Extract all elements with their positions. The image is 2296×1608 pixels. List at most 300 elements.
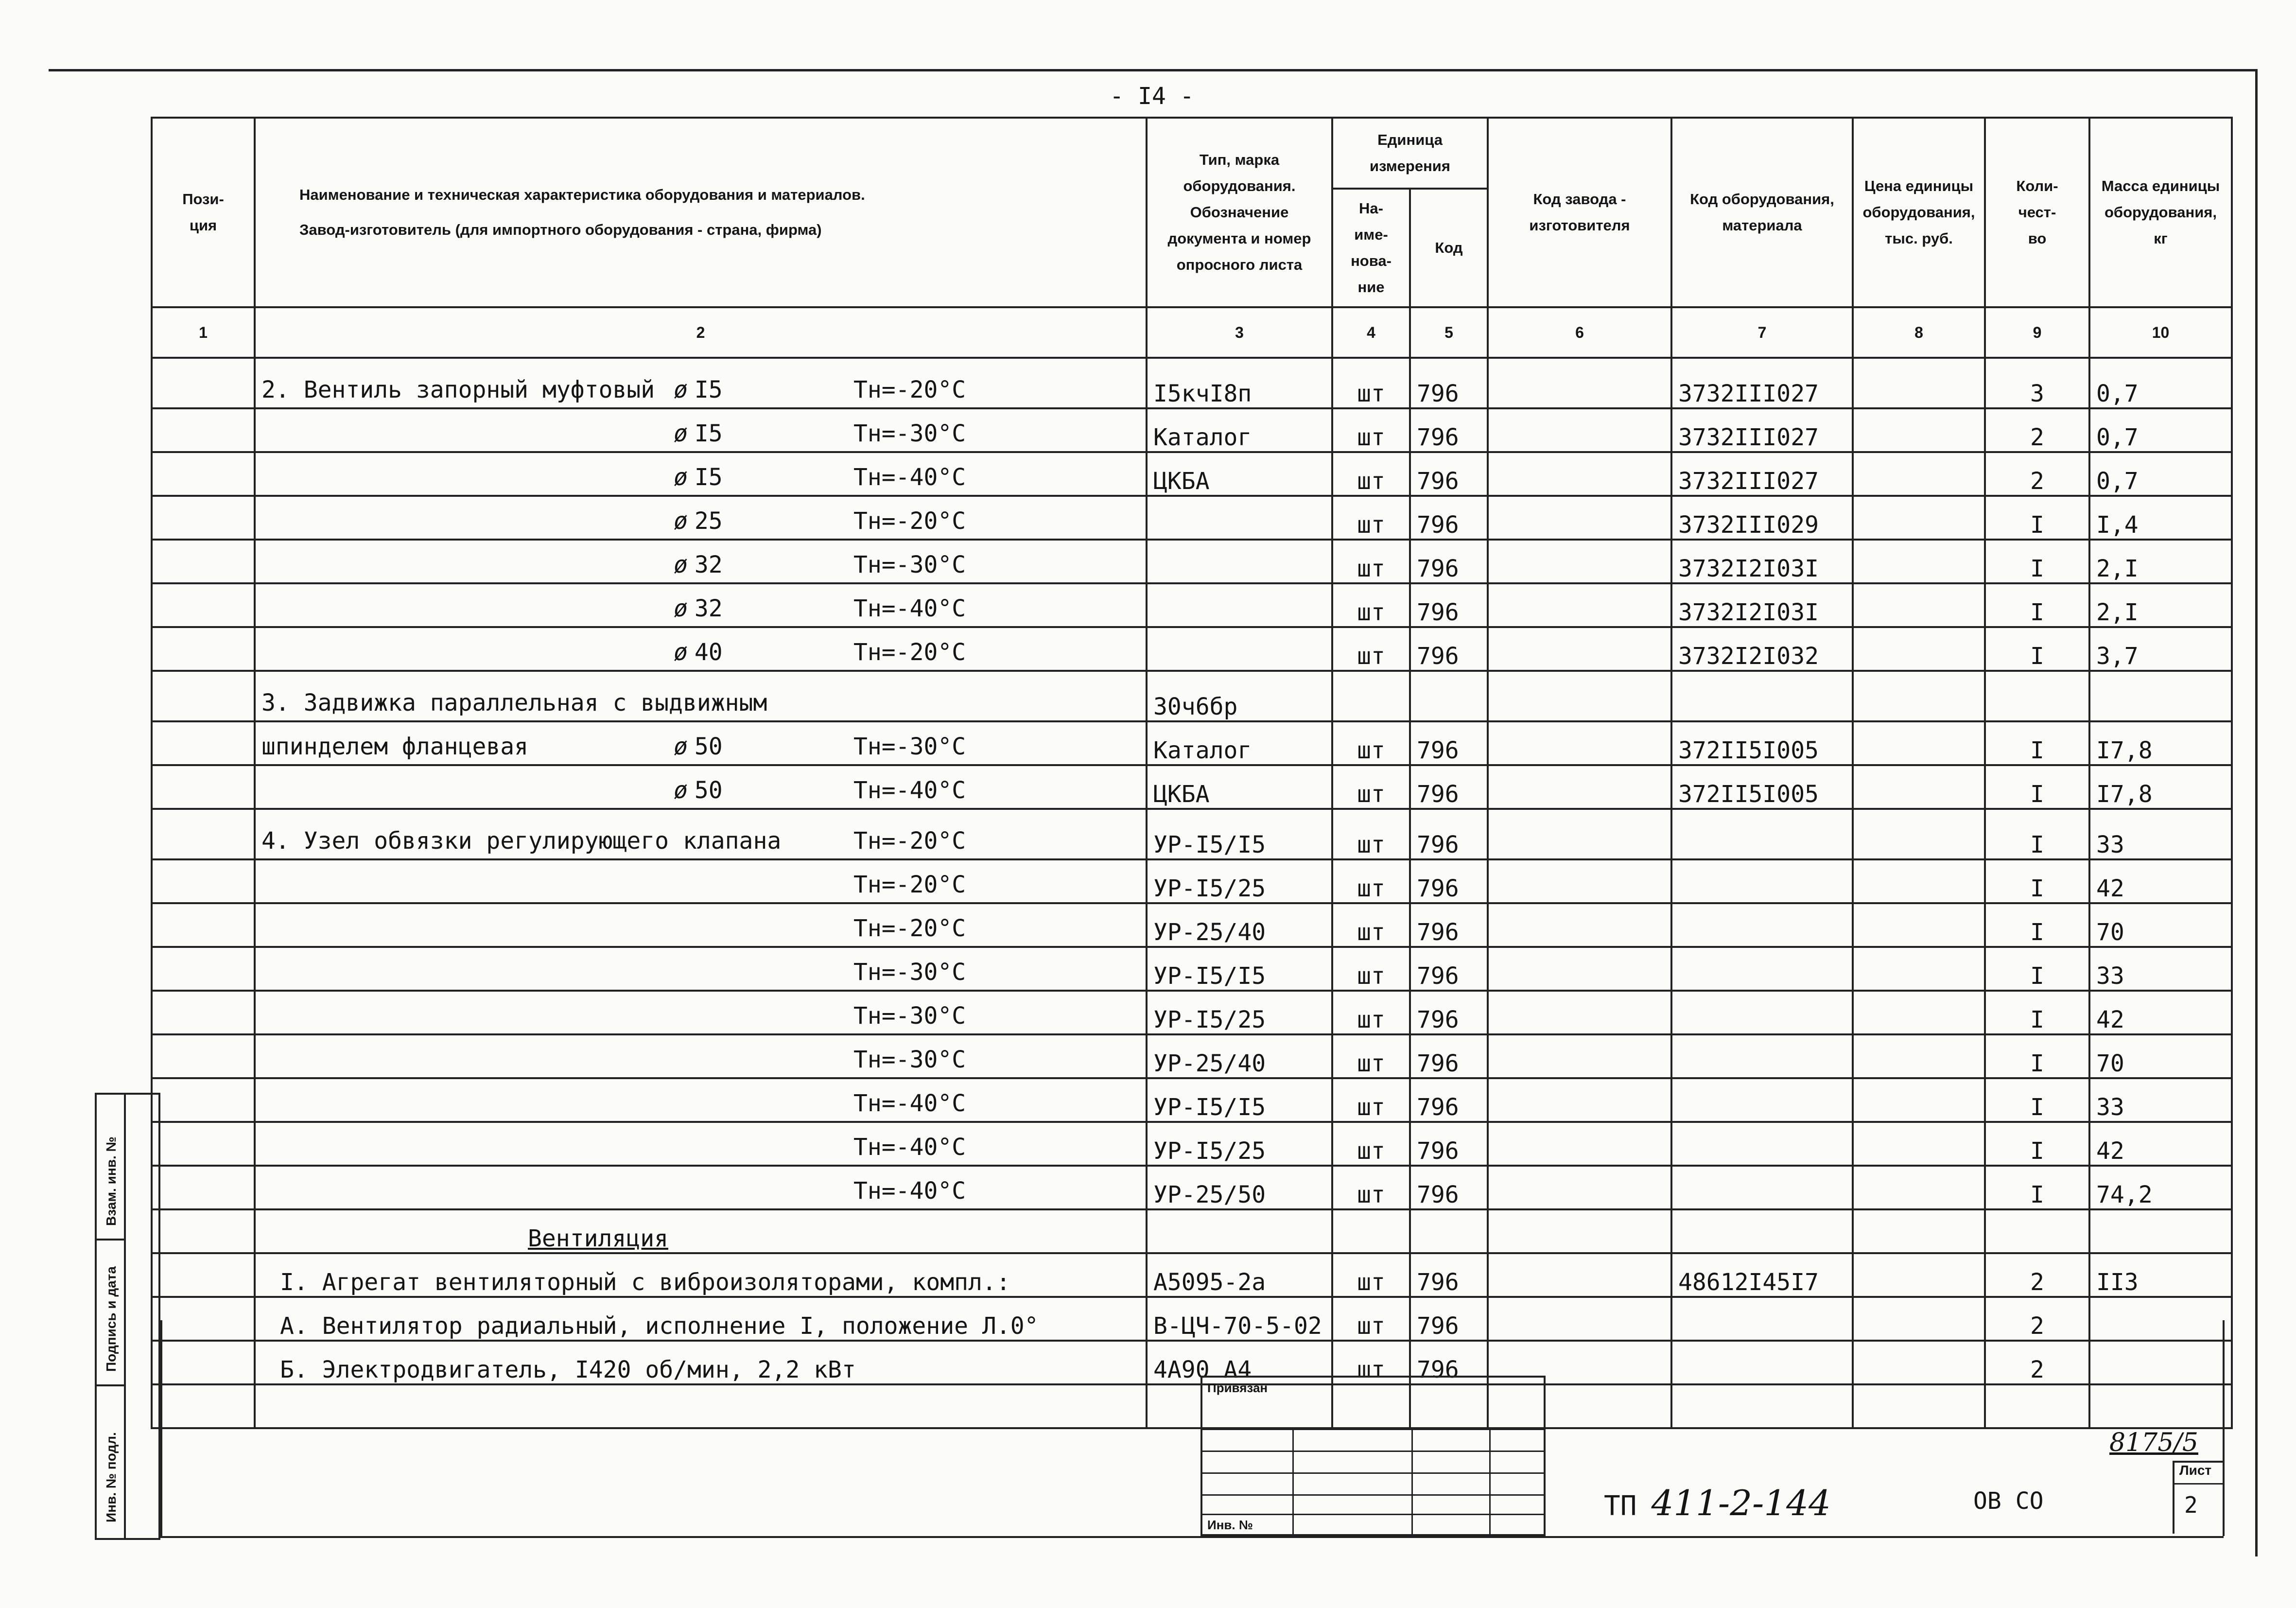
type-cell: УР-I5/25 [1147,991,1332,1034]
unit-code-cell: 796 [1410,765,1488,809]
unit-cell: шт [1332,408,1410,452]
position-cell [152,1122,255,1166]
table-row [152,1253,2232,1297]
quantity-cell: I [1985,627,2089,671]
name-cell [255,583,1147,627]
type-cell: УР-25/40 [1147,903,1332,947]
temperature: Тн=-40°С [853,464,966,491]
nominal-diameter [674,827,680,855]
table-row [152,1122,2232,1166]
empty-cell [2089,1209,2232,1253]
type-cell: 30ч6бр [1147,671,1332,721]
item-name: 2. Вентиль запорный муфтовый [261,376,655,403]
price-cell [1853,358,1985,408]
header-quantity: Коли- чест- во [1985,118,2089,307]
nominal-diameter [674,376,723,403]
section-title-cell [255,1209,1147,1253]
quantity-cell [1985,671,2089,721]
equipment-code-cell [1671,671,1853,721]
temperature: Тн=-20°С [853,871,966,898]
equipment-code-cell: 3732III029 [1671,496,1853,540]
nominal-diameter [674,507,723,535]
price-cell [1853,583,1985,627]
diameter-symbol: ø [674,639,688,666]
unit-code-cell: 796 [1410,1034,1488,1078]
unit-code-cell [1410,671,1488,721]
quantity-cell: 2 [1985,408,2089,452]
unit-code-cell: 796 [1410,1297,1488,1341]
factory-code-cell [1488,947,1671,991]
binding-cell [97,1241,126,1386]
name-cell [255,496,1147,540]
stamp-inventory-label: Инв. № [1207,1518,1253,1532]
column-number-row [152,307,2232,358]
equipment-code-cell: 3732I2I03I [1671,583,1853,627]
empty-cell [1332,1209,1410,1253]
unit-cell: шт [1332,1034,1410,1078]
mass-cell [2089,671,2232,721]
unit-code-cell: 796 [1410,1166,1488,1209]
position-cell [152,859,255,903]
table-row [152,947,2232,991]
temperature: Тн=-30°С [853,1002,966,1030]
diameter-value: 25 [694,507,723,535]
page-number: - I4 - [1110,83,1194,110]
equipment-code-cell [1671,991,1853,1034]
equipment-code-cell [1671,859,1853,903]
factory-code-cell [1488,859,1671,903]
diameter-value: I5 [694,464,723,491]
equipment-code-cell [1671,1034,1853,1078]
mass-cell: 42 [2089,991,2232,1034]
nominal-diameter [674,420,723,447]
unit-code-cell: 796 [1410,809,1488,859]
temperature: Тн=-30°С [853,1046,966,1073]
price-cell [1853,765,1985,809]
empty-cell [2089,1384,2232,1428]
price-cell [1853,408,1985,452]
position-cell [152,1253,255,1297]
position-cell [152,408,255,452]
type-cell: УР-25/50 [1147,1166,1332,1209]
document-code-prefix: ТП [1604,1490,1637,1522]
nominal-diameter [674,595,723,622]
table-row [152,1166,2232,1209]
header-type: Тип, марка оборудования. Обозначение документа и номер опросного листа [1147,118,1332,307]
type-cell [1147,627,1332,671]
name-cell [255,1166,1147,1209]
mass-cell: 0,7 [2089,408,2232,452]
nominal-diameter [674,915,680,942]
unit-code-cell: 796 [1410,1122,1488,1166]
diameter-symbol: ø [674,464,688,491]
position-cell [152,1297,255,1341]
unit-code-cell: 796 [1410,947,1488,991]
empty-row [152,1384,2232,1428]
name-cell [255,452,1147,496]
price-cell [1853,671,1985,721]
diameter-symbol: ø [674,733,688,760]
unit-cell: шт [1332,903,1410,947]
quantity-cell: I [1985,903,2089,947]
name-cell [255,1122,1147,1166]
factory-code-cell [1488,496,1671,540]
quantity-cell: I [1985,721,2089,765]
empty-cell [1985,1384,2089,1428]
binding-strip [95,1093,160,1540]
equipment-code-cell [1671,1341,1853,1384]
position-cell [152,1209,255,1253]
diameter-symbol: ø [674,777,688,804]
nominal-diameter [674,1134,680,1161]
diameter-value: 50 [694,733,723,760]
quantity-cell: I [1985,496,2089,540]
unit-code-cell: 796 [1410,408,1488,452]
header-row [152,118,2232,189]
factory-code-cell [1488,1253,1671,1297]
position-cell [152,809,255,859]
empty-cell [1671,1209,1853,1253]
table-row [152,721,2232,765]
unit-code-cell: 796 [1410,627,1488,671]
quantity-cell: I [1985,765,2089,809]
mass-cell: 0,7 [2089,452,2232,496]
diameter-value: 50 [694,777,723,804]
nominal-diameter [674,1177,680,1205]
equipment-code-cell: 372II5I005 [1671,765,1853,809]
factory-code-cell [1488,1297,1671,1341]
nominal-diameter [674,1002,680,1030]
unit-cell: шт [1332,1122,1410,1166]
mass-cell: 33 [2089,809,2232,859]
empty-cell [1853,1209,1985,1253]
equipment-code-cell [1671,1166,1853,1209]
quantity-cell: I [1985,1166,2089,1209]
unit-cell: шт [1332,452,1410,496]
temperature: Тн=-30°С [853,551,966,578]
equipment-code-cell: 48612I45I7 [1671,1253,1853,1297]
position-cell [152,627,255,671]
temperature: Тн=-30°С [853,959,966,986]
position-cell [152,1034,255,1078]
temperature: Тн=-40°С [853,1177,966,1205]
nominal-diameter [674,959,680,986]
mass-cell: I,4 [2089,496,2232,540]
empty-cell [1147,1209,1332,1253]
name-cell [255,721,1147,765]
unit-cell: шт [1332,765,1410,809]
equipment-code-cell: 3732I2I03I [1671,540,1853,583]
quantity-cell: I [1985,809,2089,859]
header-price: Цена единицы оборудования, тыс. руб. [1853,118,1985,307]
binding-label-inv-replaced: Взам. инв. № [104,1136,119,1226]
document-mark: ОВ СО [1973,1487,2044,1515]
factory-code-cell [1488,1034,1671,1078]
price-cell [1853,991,1985,1034]
temperature: Тн=-20°С [853,915,966,942]
price-cell [1853,903,1985,947]
unit-cell: шт [1332,991,1410,1034]
name-cell [255,1034,1147,1078]
column-number-cell: 7 [1671,307,1853,358]
header-mass: Масса единицы оборудования, кг [2089,118,2232,307]
quantity-cell: 2 [1985,1341,2089,1384]
frame-line [160,1320,162,1536]
quantity-cell: 2 [1985,1297,2089,1341]
position-cell [152,358,255,408]
name-cell [255,765,1147,809]
empty-cell [1985,1209,2089,1253]
binding-label-inv-original: Инв. № подл. [104,1432,119,1522]
equipment-code-cell: 3732I2I032 [1671,627,1853,671]
table-row [152,358,2232,408]
unit-cell [1332,671,1410,721]
type-cell: А5095-2а [1147,1253,1332,1297]
mass-cell: II3 [2089,1253,2232,1297]
name-cell [255,1078,1147,1122]
factory-code-cell [1488,903,1671,947]
diameter-value: 32 [694,595,723,622]
diameter-value: I5 [694,376,723,403]
binding-cell [97,1095,126,1241]
quantity-cell: 3 [1985,358,2089,408]
column-number-cell: 2 [255,307,1147,358]
mass-cell: 33 [2089,1078,2232,1122]
equipment-code-cell [1671,809,1853,859]
empty-cell [1488,1209,1671,1253]
name-cell [255,358,1147,408]
name-cell: А. Вентилятор радиальный, исполнение I, положение Л.0° [255,1297,1147,1341]
temperature: Тн=-20°С [853,507,966,535]
name-cell [255,859,1147,903]
mass-cell: 70 [2089,1034,2232,1078]
unit-code-cell: 796 [1410,903,1488,947]
type-cell: ЦКБА [1147,765,1332,809]
type-cell: УР-I5/25 [1147,1122,1332,1166]
name-cell [255,671,1147,721]
mass-cell: I7,8 [2089,721,2232,765]
position-cell [152,583,255,627]
unit-cell: шт [1332,947,1410,991]
position-cell [152,540,255,583]
table-row [152,583,2232,627]
table-row [152,496,2232,540]
price-cell [1853,1253,1985,1297]
header-unit-code: Код [1410,189,1488,307]
type-cell: ЦКБА [1147,452,1332,496]
equipment-code-cell: 372II5I005 [1671,721,1853,765]
price-cell [1853,721,1985,765]
table-row [152,859,2232,903]
unit-cell: шт [1332,1341,1410,1384]
quantity-cell: I [1985,859,2089,903]
unit-code-cell: 796 [1410,358,1488,408]
section-row [152,1209,2232,1253]
header-factory-code: Код завода - изготовителя [1488,118,1671,307]
equipment-code-cell [1671,1078,1853,1122]
column-number-cell: 4 [1332,307,1410,358]
nominal-diameter [674,1090,680,1117]
position-cell [152,947,255,991]
diameter-symbol: ø [674,507,688,535]
factory-code-cell [1488,627,1671,671]
unit-code-cell: 796 [1410,1253,1488,1297]
equipment-code-cell: 3732III027 [1671,358,1853,408]
table-row [152,1078,2232,1122]
quantity-cell: I [1985,583,2089,627]
unit-code-cell: 796 [1410,496,1488,540]
table-row [152,671,2232,721]
document-code-number: 411-2-144 [1651,1483,1831,1523]
type-cell: Каталог [1147,721,1332,765]
unit-code-cell: 796 [1410,859,1488,903]
factory-code-cell [1488,358,1671,408]
table-row [152,627,2232,671]
price-cell [1853,809,1985,859]
mass-cell [2089,1341,2232,1384]
empty-cell [1410,1209,1488,1253]
unit-cell: шт [1332,1166,1410,1209]
name-cell [255,903,1147,947]
unit-code-cell: 796 [1410,1341,1488,1384]
temperature: Тн=-30°С [853,420,966,447]
name-cell [255,408,1147,452]
temperature: Тн=-20°С [853,827,966,855]
mass-cell: 42 [2089,859,2232,903]
mass-cell: 2,I [2089,583,2232,627]
sheet-label: Лист [2179,1463,2212,1478]
name-cell: I. Агрегат вентиляторный с виброизоляторами, компл.: [255,1253,1147,1297]
unit-code-cell: 796 [1410,1078,1488,1122]
position-cell [152,496,255,540]
price-cell [1853,627,1985,671]
quantity-cell: I [1985,947,2089,991]
unit-cell: шт [1332,627,1410,671]
type-cell: 4А90 А4 [1147,1341,1332,1384]
binding-label-signature-date: Подпись и дата [104,1266,119,1372]
equipment-code-cell [1671,1122,1853,1166]
table-row [152,540,2232,583]
frame-line [160,1536,2224,1538]
type-cell: УР-25/40 [1147,1034,1332,1078]
price-cell [1853,1341,1985,1384]
mass-cell: 33 [2089,947,2232,991]
sheet-number-box [2173,1461,2224,1534]
nominal-diameter [674,464,723,491]
price-cell [1853,1166,1985,1209]
quantity-cell: I [1985,1078,2089,1122]
item-name: 3. Задвижка параллельная с выдвижным [261,689,767,717]
quantity-cell: 2 [1985,452,2089,496]
empty-cell [1853,1384,1985,1428]
diameter-symbol: ø [674,420,688,447]
unit-cell: шт [1332,1078,1410,1122]
factory-code-cell [1488,408,1671,452]
equipment-code-cell [1671,947,1853,991]
type-cell: УР-I5/25 [1147,859,1332,903]
table-row [152,765,2232,809]
unit-code-cell: 796 [1410,721,1488,765]
item-name: шпинделем фланцевая [261,733,529,760]
temperature: Тн=-40°С [853,1134,966,1161]
type-cell [1147,496,1332,540]
price-cell [1853,1297,1985,1341]
price-cell [1853,947,1985,991]
unit-cell: шт [1332,859,1410,903]
quantity-cell: I [1985,540,2089,583]
item-name: 4. Узел обвязки регулирующего клапана [261,827,782,855]
type-cell: УР-I5/I5 [1147,809,1332,859]
equipment-code-cell: 3732III027 [1671,408,1853,452]
diameter-value: 32 [694,551,723,578]
position-cell [152,991,255,1034]
price-cell [1853,496,1985,540]
position-cell [152,452,255,496]
price-cell [1853,452,1985,496]
temperature: Тн=-20°С [853,376,966,403]
diameter-value: I5 [694,420,723,447]
stamp-block [1200,1376,1546,1536]
factory-code-cell [1488,671,1671,721]
name-cell [255,947,1147,991]
factory-code-cell [1488,1078,1671,1122]
temperature: Тн=-40°С [853,777,966,804]
mass-cell: 42 [2089,1122,2232,1166]
factory-code-cell [1488,809,1671,859]
diameter-value: 40 [694,639,723,666]
empty-cell [1671,1384,1853,1428]
unit-code-cell: 796 [1410,991,1488,1034]
factory-code-cell [1488,583,1671,627]
name-cell [255,540,1147,583]
header-position: Пози- ция [152,118,255,307]
sheet-number: 2 [2184,1492,2198,1518]
archive-number: 8175/5 [2109,1428,2198,1457]
header-equipment-code: Код оборудования, материала [1671,118,1853,307]
nominal-diameter [674,689,680,717]
column-number-cell: 8 [1853,307,1985,358]
document-code [1604,1483,1831,1523]
price-cell [1853,1034,1985,1078]
temperature: Тн=-30°С [853,733,966,760]
temperature: Тн=-20°С [853,639,966,666]
unit-cell: шт [1332,809,1410,859]
unit-cell: шт [1332,358,1410,408]
table-row [152,991,2232,1034]
column-number-cell: 5 [1410,307,1488,358]
column-number-cell: 9 [1985,307,2089,358]
quantity-cell: I [1985,991,2089,1034]
table-row [152,1034,2232,1078]
mass-cell: 74,2 [2089,1166,2232,1209]
type-cell: Каталог [1147,408,1332,452]
unit-code-cell: 796 [1410,583,1488,627]
table-row [152,1341,2232,1384]
nominal-diameter [674,551,723,578]
unit-code-cell: 796 [1410,452,1488,496]
type-cell: В-ЦЧ-70-5-02 [1147,1297,1332,1341]
position-cell [152,903,255,947]
unit-cell: шт [1332,1253,1410,1297]
table-row [152,1297,2232,1341]
mass-cell: 3,7 [2089,627,2232,671]
equipment-specification-table [151,117,2233,1429]
header-name: Наименование и техническая характеристика оборудования и материалов. Завод-изготовитель (для импортного оборудования - страна, фирма) [255,118,1147,307]
quantity-cell: 2 [1985,1253,2089,1297]
nominal-diameter [674,871,680,898]
type-cell: УР-I5/I5 [1147,1078,1332,1122]
section-title: Вентиляция [528,1225,668,1252]
